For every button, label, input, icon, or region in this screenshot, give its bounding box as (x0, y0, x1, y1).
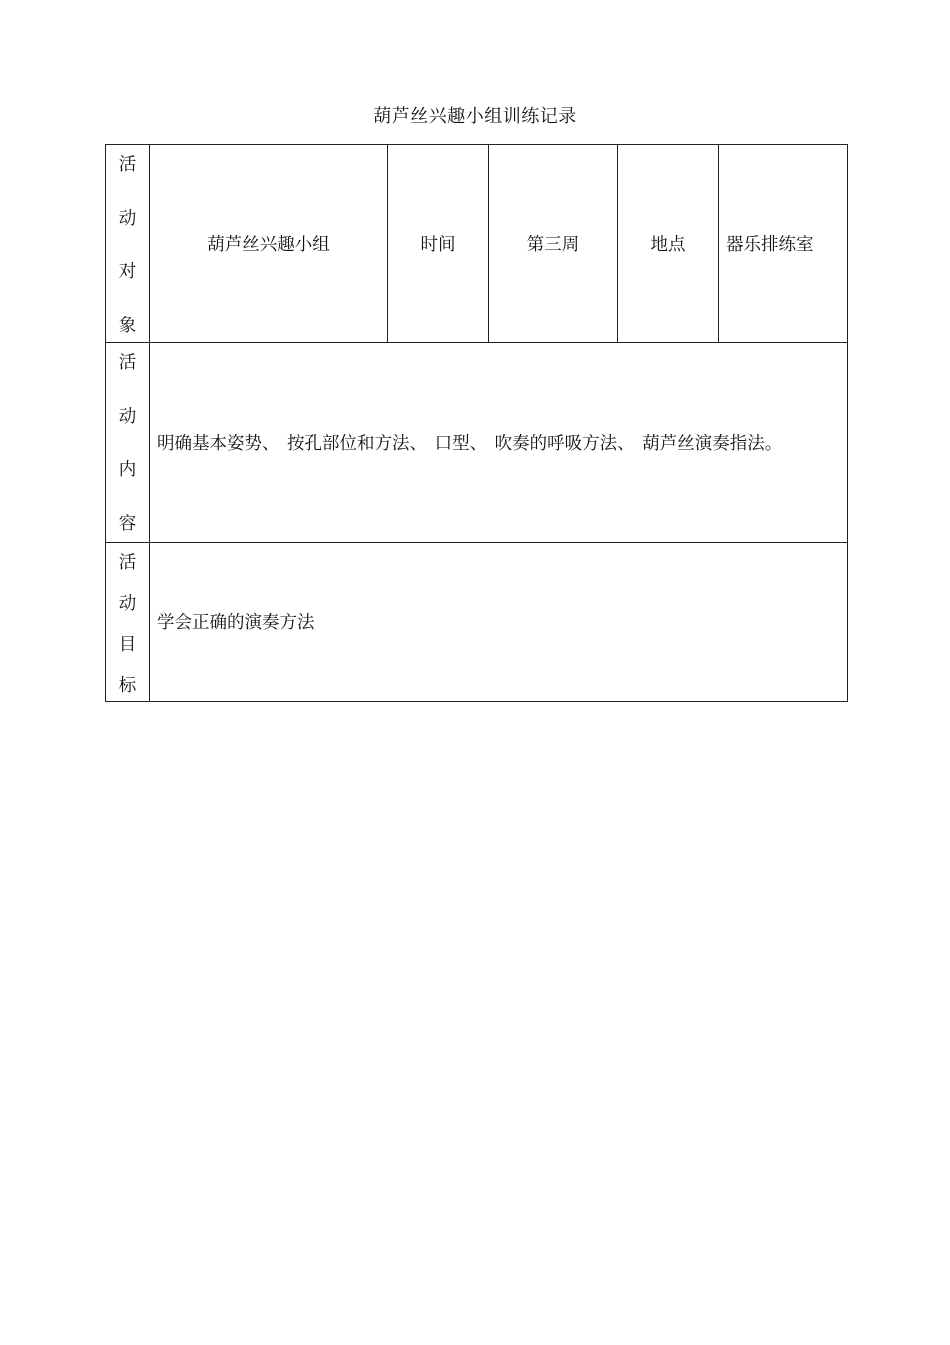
label-char: 容 (118, 513, 137, 534)
activity-content-value: 明确基本姿势、 按孔部位和方法、 口型、 吹奏的呼吸方法、 葫芦丝演奏指法。 (150, 343, 848, 543)
table-row-activity-content (106, 343, 848, 543)
label-char: 活 (118, 553, 137, 573)
label-char: 内 (118, 460, 137, 481)
label-char: 象 (118, 315, 137, 336)
label-char: 动 (118, 208, 137, 229)
label-char: 目 (118, 635, 137, 655)
label-char: 动 (118, 594, 137, 614)
place-label: 地点 (618, 145, 719, 343)
activity-content-label (106, 343, 150, 543)
time-label: 时间 (388, 145, 489, 343)
label-char: 活 (118, 353, 137, 373)
place-value: 器乐排练室 (719, 145, 848, 343)
activity-goal-cell (150, 543, 848, 702)
activity-target-value: 葫芦丝兴趣小组 (150, 145, 388, 343)
table-row-activity-target (106, 145, 848, 343)
label-char: 标 (118, 676, 137, 696)
activity-goal-value: 学会正确的演奏方法 (157, 613, 315, 633)
label-char: 动 (118, 406, 137, 427)
time-value: 第三周 (489, 145, 618, 343)
table-row-activity-goal (106, 543, 848, 702)
activity-target-label (106, 145, 150, 343)
label-char: 对 (118, 262, 137, 283)
label-char: 活 (118, 155, 137, 175)
document-title: 葫芦丝兴趣小组训练记录 (373, 106, 577, 127)
activity-goal-label (106, 543, 150, 702)
training-record-table (105, 144, 848, 702)
